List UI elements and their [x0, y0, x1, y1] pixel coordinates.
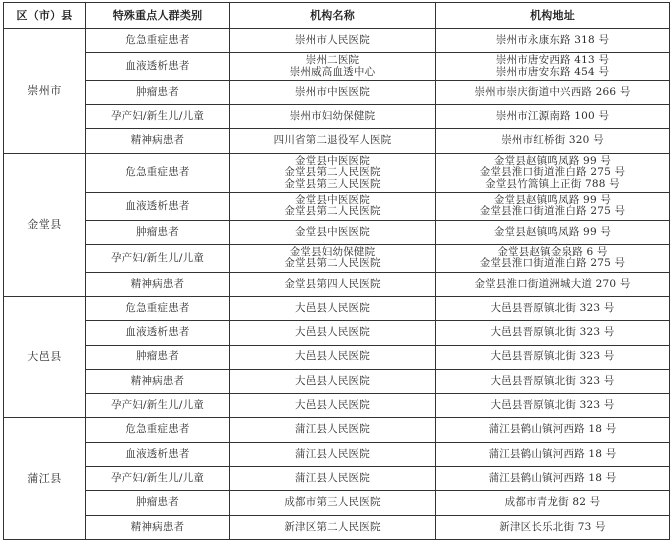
table-row [4, 29, 670, 53]
institution-name: 崇州市人民医院 [295, 33, 370, 46]
institution-name: 大邑县人民医院 [295, 374, 370, 387]
institution-address: 崇州市崇庆街道中兴西路 266 号 [474, 85, 631, 98]
address-cell [436, 29, 670, 53]
county-cell: 蒲江县 [4, 418, 86, 539]
institution-cell [230, 467, 436, 491]
institution-address: 崇州市永康东路 318 号 [495, 33, 610, 46]
category-cell: 孕产妇/新生儿/儿童 [86, 467, 230, 491]
table-row [4, 491, 670, 515]
address-cell [436, 369, 670, 393]
table-row [4, 296, 670, 320]
category-cell: 肿瘤患者 [86, 220, 230, 244]
institution-address: 大邑县晋原镇北街 323 号 [490, 350, 615, 363]
address-cell [436, 491, 670, 515]
table-row [4, 245, 670, 273]
institution-name: 金堂县第二人民医院 [284, 205, 381, 218]
institution-cell [230, 153, 436, 192]
address-cell [436, 245, 670, 273]
institution-address: 金堂县淮口街道淮白路 275 号 [479, 166, 626, 179]
institution-name: 金堂县中医医院 [295, 225, 370, 238]
institution-address: 崇州市红桥街 320 号 [501, 134, 604, 147]
institution-table [3, 2, 670, 540]
address-cell [436, 153, 670, 192]
table-row [4, 193, 670, 221]
header-county: 区（市）县 [4, 3, 86, 29]
institution-cell [230, 220, 436, 244]
category-cell: 精神病患者 [86, 129, 230, 153]
institution-name: 蒲江县人民医院 [295, 423, 370, 436]
institution-name: 大邑县人民医院 [295, 350, 370, 363]
institution-address: 蒲江县鹤山镇河西路 18 号 [488, 471, 617, 484]
address-cell [436, 53, 670, 81]
institution-name: 崇州二医院 [305, 54, 360, 67]
institution-cell [230, 515, 436, 539]
institution-address: 金堂县赵镇金泉路 6 号 [497, 245, 608, 258]
institution-cell [230, 345, 436, 369]
institution-address: 崇州市唐安东路 454 号 [495, 65, 610, 78]
institution-name: 金堂县第三人民医院 [284, 177, 381, 190]
institution-name: 金堂县中医医院 [295, 193, 370, 206]
table-row [4, 394, 670, 418]
institution-cell [230, 296, 436, 320]
institution-address: 金堂县竹篙镇上正街 788 号 [485, 177, 620, 190]
category-cell: 血液透析患者 [86, 53, 230, 81]
institution-cell [230, 442, 436, 466]
category-cell: 危急重症患者 [86, 296, 230, 320]
institution-name: 金堂县妇幼保健院 [289, 245, 376, 258]
institution-cell [230, 321, 436, 345]
address-cell [436, 105, 670, 129]
institution-address: 新津区长乐北街 73 号 [499, 520, 606, 533]
table-row [4, 153, 670, 192]
institution-cell [230, 245, 436, 273]
institution-name: 金堂县中医医院 [295, 154, 370, 167]
table-row [4, 129, 670, 153]
institution-name: 金堂县第二人民医院 [284, 166, 381, 179]
table-row [4, 345, 670, 369]
institution-cell [230, 394, 436, 418]
address-cell [436, 220, 670, 244]
institution-address: 成都市青龙街 82 号 [504, 496, 601, 509]
address-cell [436, 272, 670, 296]
category-cell: 肿瘤患者 [86, 491, 230, 515]
address-cell [436, 467, 670, 491]
institution-name: 崇州市中医医院 [295, 85, 370, 98]
institution-cell [230, 491, 436, 515]
institution-name: 成都市第三人民医院 [284, 496, 381, 509]
institution-address: 金堂县淮口街道淮白路 275 号 [479, 257, 626, 270]
header-address: 机构地址 [436, 3, 670, 29]
table-row [4, 418, 670, 442]
institution-cell [230, 272, 436, 296]
category-cell: 危急重症患者 [86, 29, 230, 53]
category-cell: 血液透析患者 [86, 193, 230, 221]
address-cell [436, 442, 670, 466]
address-cell [436, 80, 670, 104]
institution-cell [230, 129, 436, 153]
institution-name: 大邑县人民医院 [295, 399, 370, 412]
institution-cell [230, 418, 436, 442]
address-cell [436, 345, 670, 369]
institution-address: 大邑县晋原镇北街 323 号 [490, 301, 615, 314]
table-row [4, 105, 670, 129]
county-cell: 大邑县 [4, 296, 86, 417]
institution-name: 崇州市妇幼保健院 [289, 110, 376, 123]
institution-address: 金堂县赵镇鸣凤路 99 号 [493, 154, 612, 167]
table-body [4, 29, 670, 540]
institution-name: 金堂县第二人民医院 [284, 257, 381, 270]
institution-address: 大邑县晋原镇北街 323 号 [490, 399, 615, 412]
table-row [4, 442, 670, 466]
county-cell: 金堂县 [4, 153, 86, 296]
address-cell [436, 296, 670, 320]
category-cell: 孕产妇/新生儿/儿童 [86, 105, 230, 129]
institution-address: 大邑县晋原镇北街 323 号 [490, 326, 615, 339]
category-cell: 血液透析患者 [86, 442, 230, 466]
category-cell: 精神病患者 [86, 272, 230, 296]
institution-cell [230, 193, 436, 221]
institution-address: 金堂县赵镇鸣凤路 99 号 [493, 225, 612, 238]
institution-address: 金堂县赵镇鸣凤路 99 号 [493, 193, 612, 206]
institution-address: 金堂县淮口街道淮白路 275 号 [479, 205, 626, 218]
table-row [4, 369, 670, 393]
address-cell [436, 515, 670, 539]
institution-address: 大邑县晋原镇北街 323 号 [490, 374, 615, 387]
table-row [4, 220, 670, 244]
category-cell: 孕产妇/新生儿/儿童 [86, 245, 230, 273]
address-cell [436, 418, 670, 442]
institution-address: 金堂县淮口街道洲城大道 270 号 [474, 277, 631, 290]
institution-name: 蒲江县人民医院 [295, 447, 370, 460]
institution-address: 崇州市江源南路 100 号 [495, 110, 610, 123]
institution-name: 大邑县人民医院 [295, 301, 370, 314]
institution-address: 蒲江县鹤山镇河西路 18 号 [488, 447, 617, 460]
institution-cell [230, 29, 436, 53]
category-cell: 肿瘤患者 [86, 80, 230, 104]
institution-address: 崇州市唐安西路 413 号 [495, 54, 610, 67]
institution-name: 四川省第二退役军人医院 [273, 134, 392, 147]
table-row [4, 515, 670, 539]
table-row [4, 467, 670, 491]
institution-cell [230, 80, 436, 104]
header-institution: 机构名称 [230, 3, 436, 29]
address-cell [436, 394, 670, 418]
category-cell: 危急重症患者 [86, 153, 230, 192]
institution-name: 崇州威高血透中心 [289, 65, 376, 78]
institution-name: 大邑县人民医院 [295, 326, 370, 339]
address-cell [436, 321, 670, 345]
table-row [4, 53, 670, 81]
table-row [4, 321, 670, 345]
category-cell: 精神病患者 [86, 515, 230, 539]
table-row [4, 80, 670, 104]
category-cell: 肿瘤患者 [86, 345, 230, 369]
category-cell: 孕产妇/新生儿/儿童 [86, 394, 230, 418]
county-cell: 崇州市 [4, 29, 86, 154]
institution-cell [230, 105, 436, 129]
header-category: 特殊重点人群类别 [86, 3, 230, 29]
category-cell: 血液透析患者 [86, 321, 230, 345]
table-header-row [4, 3, 670, 29]
institution-cell [230, 369, 436, 393]
institution-name: 蒲江县人民医院 [295, 471, 370, 484]
address-cell [436, 129, 670, 153]
institution-address: 蒲江县鹤山镇河西路 18 号 [488, 423, 617, 436]
address-cell [436, 193, 670, 221]
institution-cell [230, 53, 436, 81]
category-cell: 精神病患者 [86, 369, 230, 393]
category-cell: 危急重症患者 [86, 418, 230, 442]
institution-name: 金堂县第四人民医院 [284, 277, 381, 290]
institution-name: 新津区第二人民医院 [284, 520, 381, 533]
table-row [4, 272, 670, 296]
